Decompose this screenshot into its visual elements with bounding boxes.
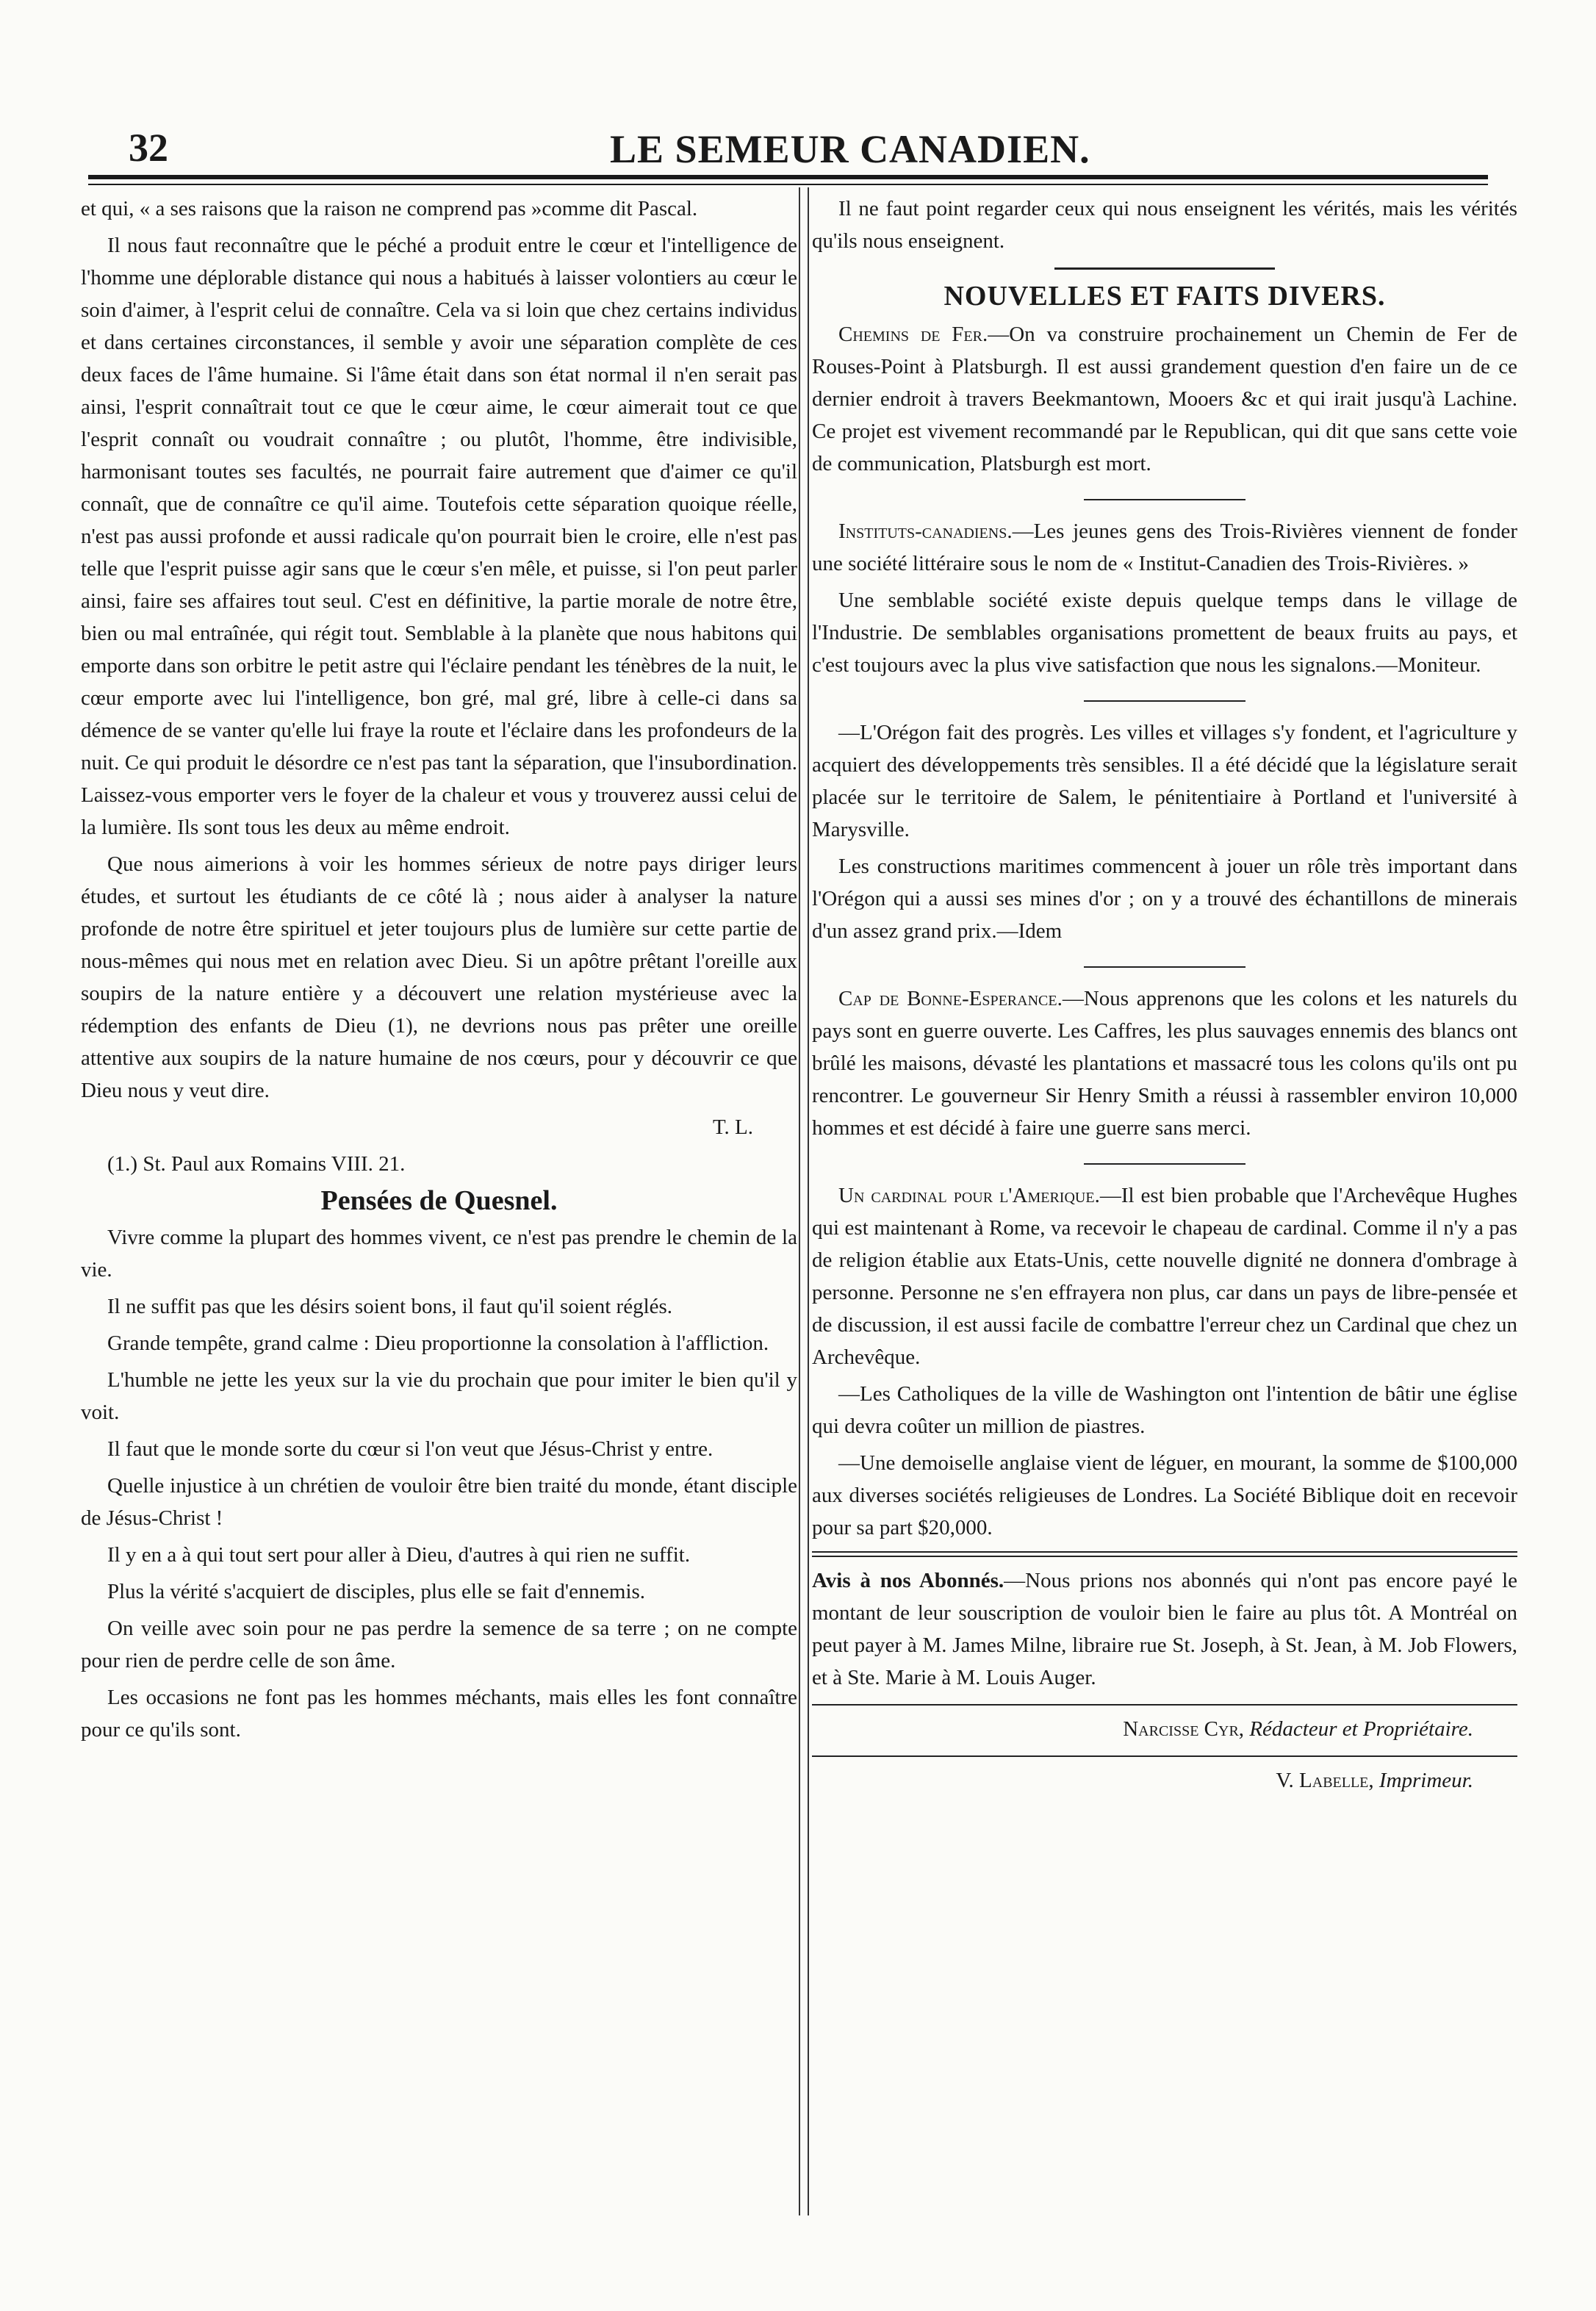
news-item-chemins (812, 318, 1517, 480)
left-intro: et qui, « a ses raisons que la raison ne comprend pas »comme dit Pascal. (81, 197, 698, 220)
section-rule (1054, 267, 1275, 270)
news-text: —Il est bien probable que l'Archevêque Hughes qui est maintenant à Rome, va recevoir le chapeau de cardinal. Comme il n'y a pas de religion établie aux Etats-Unis, cette nouvelle dignité ne donnera d'ombrage à personne. Personne ne s'en effrayera non plus, car dans un pays de libre-pensée et de discussion, il est aussi facile de combattre l'erreur chez un Cardinal que chez un Archevêque. (812, 1184, 1518, 1369)
page-number: 32 (129, 126, 168, 170)
news-item-instituts-2: Une semblable société existe depuis quelque temps dans le village de l'Industrie. De semblables organisations promettent de beaux fruits au pays, et c'est toujours avec la plus vive satisfaction que nous les signalons.—Moniteur. (812, 589, 1517, 677)
pensee-item: Grande tempête, grand calme : Dieu proportionne la consolation à l'affliction. (107, 1331, 769, 1355)
pensee-item: L'humble ne jette les yeux sur la vie du prochain que pour imiter le bien qu'il y voit. (81, 1368, 797, 1424)
news-label: Chemins de Fer. (838, 323, 988, 346)
news-item-oregon-2: Les constructions maritimes commencent à jouer un rôle très important dans l'Orégon qui a aussi ses mines d'or ; on y a trouvé des échantillons de minerais d'un assez grand prix.—Idem (812, 855, 1517, 943)
pensee-item: On veille avec soin pour ne pas perdre la semence de sa terre ; on ne compte pour rien de perdre celle de son âme. (81, 1617, 797, 1672)
pensee-item: Il ne suffit pas que les désirs soient bons, il faut qu'il soient réglés. (107, 1295, 673, 1318)
right-intro: Il ne faut point regarder ceux qui nous enseignent les vérités, mais les vérités qu'ils nous enseignent. (812, 197, 1517, 253)
pensee-item: Plus la vérité s'acquiert de disciples, plus elle se fait d'ennemis. (107, 1580, 646, 1603)
pensee-item: Il y en a à qui tout sert pour aller à Dieu, d'autres à qui rien ne suffit. (107, 1543, 691, 1567)
news-item-cap (812, 982, 1517, 1144)
masthead (0, 110, 1596, 176)
news-text: —Nous apprenons que les colons et les naturels du pays sont en guerre ouverte. Les Caffres, les plus sauvages ennemis des blancs ont brûlé les maisons, dévasté les plantations et massacré tous les colons qu'ils ont pu rencontrer. Le gouverneur Sir Henry Smith a réussi à rassembler environ 10,000 hommes et est décidé à faire une guerre sans merci. (812, 987, 1517, 1140)
right-column (812, 193, 1517, 1801)
item-rule-double (812, 1551, 1517, 1557)
news-item-demoiselle: —Une demoiselle anglaise vient de léguer, en mourant, la somme de $100,000 aux diverses sociétés religieuses de Londres. La Société Biblique doit en recevoir pour sa part $20,000. (812, 1451, 1517, 1539)
credit-redacteur (812, 1713, 1517, 1745)
item-rule (1084, 700, 1245, 702)
header-rule-thin (88, 184, 1488, 185)
news-text: —Les jeunes gens des Trois-Rivières viennent de fonder une société littéraire sous le nom de « Institut-Canadien des Trois-Rivières. » (812, 520, 1517, 575)
credits-rule (812, 1755, 1517, 1757)
notice-text: —Nous prions nos abonnés qui n'ont pas encore payé le montant de leur souscription de vouloir bien le faire au plus tôt. A Montréal on peut payer à M. James Milne, libraire rue St. Joseph, à St. Jean, à M. Job Flowers, et à Ste. Marie à M. Louis Auger. (812, 1569, 1517, 1689)
pensees-title: Pensées de Quesnel. (320, 1185, 558, 1216)
news-item-oregon: —L'Orégon fait des progrès. Les villes et villages s'y fondent, et l'agriculture y acquiert des développements très sensibles. Il a été décidé que la législature serait placée sur le territoire de Salem, le pénitentiaire à Portland et l'université à Marysville. (812, 721, 1517, 841)
notice-label: Avis à nos Abonnés. (812, 1569, 1004, 1592)
essay-signature: T. L. (712, 1115, 753, 1139)
item-rule (1084, 966, 1245, 968)
news-item-instituts (812, 515, 1517, 580)
credits-rule (812, 1704, 1517, 1706)
header-rule-thick (88, 175, 1488, 179)
item-rule (1084, 1163, 1245, 1165)
news-label: Instituts-canadiens. (838, 520, 1013, 543)
pensee-item: Vivre comme la plupart des hommes vivent, ce n'est pas prendre le chemin de la vie. (81, 1226, 797, 1282)
essay-paragraph-1: Il nous faut reconnaître que le péché a produit entre le cœur et l'intelligence de l'homme une déplorable distance qui nous a habitués à laisser volontiers au cœur le soin d'aimer, à l'esprit celui de connaître. Cela va si loin que chez certains individus et dans certaines circonstances, il semble y avoir une séparation complète de ces deux faces de l'âme humaine. Si l'âme était dans son état normal il n'en serait pas ainsi, l'esprit connaîtrait tout ce que le cœur aime, le cœur aimerait tout ce que l'esprit connaît ou voudrait connaître ; ou plutôt, l'homme, être indivisible, harmonisant toutes ses facultés, ne pourrait faire autrement que d'aimer ce qu'il connaît, que de connaître ce qu'il aime. Toutefois cette séparation quoique réelle, n'est pas aussi profonde et aussi radicale qu'on pourrait bien le croire, elle n'est pas telle que l'esprit puisse agir sans que le cœur s'en mêle, et puisse, si l'on peut parler ainsi, faire ses affaires tout seul. C'est en définitive, la partie morale de notre être, bien ou mal entraînée, qui régit tout. Semblable à la planète que nous habitons qui emporte dans son orbitre le petit astre qui l'éclaire pendant les ténèbres de la nuit, le cœur emporte avec lui l'intelligence, bon gré, mal gré, libre à celle-ci dans sa démence de se vanter qu'elle lui fraye la route et l'éclaire dans les profondeurs de la nuit. Ce qui produit le désordre ce n'est pas tant la séparation, que l'insubordination. Laissez-vous emporter vers le foyer de la chaleur et vous y trouverez aussi celui de la lumière. Ils sont tous les deux au même endroit. (81, 234, 797, 839)
news-item-washington: —Les Catholiques de la ville de Washington ont l'intention de bâtir une église qui devra coûter un million de piastres. (812, 1382, 1517, 1438)
news-text: —On va construire prochainement un Chemin de Fer de Rouses-Point à Platsburgh. Il est aussi grandement question d'en faire un de ce dernier endroit à travers Beekmantown, Mooers &c et qui irait jusqu'à Lachine. Ce projet est vivement recommandé par le Republican, qui dit que sans cette voie de communication, Platsburgh est mort. (812, 323, 1518, 475)
news-item-cardinal (812, 1179, 1517, 1373)
news-label: Un cardinal pour l'Amerique. (838, 1184, 1100, 1207)
credit-name: Narcisse Cyr, (1123, 1717, 1245, 1741)
newspaper-title: LE SEMEUR CANADIEN. (610, 127, 1090, 171)
credit-imprimeur (812, 1764, 1517, 1797)
item-rule (1084, 499, 1245, 500)
left-column (81, 193, 797, 1750)
credit-name: V. Labelle, (1276, 1769, 1374, 1792)
essay-paragraph-2: Que nous aimerions à voir les hommes sérieux de notre pays diriger leurs études, et surtout les étudiants de ce côté là ; nous aider à analyser la nature profonde de notre être spirituel et jeter toujours plus de lumière sur cette partie de nous-mêmes qui nous met en relation avec Dieu. Si un apôtre prêtant l'oreille aux soupirs de la nature entière y a découvert une relation mystérieuse avec la rédemption des enfants de Dieu (1), ne devrions nous pas prêter une oreille attentive aux soupirs de la nature humaine de nos cœurs, pour y découvrir ce que Dieu nous y veut dire. (81, 852, 797, 1102)
news-section-title: NOUVELLES ET FAITS DIVERS. (943, 281, 1386, 312)
essay-footnote: (1.) St. Paul aux Romains VIII. 21. (107, 1152, 406, 1176)
column-divider (799, 187, 809, 2215)
pensee-item: Les occasions ne font pas les hommes méchants, mais elles les font connaître pour ce qu'ils sont. (81, 1686, 797, 1742)
notice-abonnes (812, 1564, 1517, 1694)
pensee-item: Quelle injustice à un chrétien de vouloir être bien traité du monde, étant disciple de Jésus-Christ ! (81, 1474, 797, 1530)
news-label: Cap de Bonne-Esperance. (838, 987, 1063, 1010)
pensee-item: Il faut que le monde sorte du cœur si l'on veut que Jésus-Christ y entre. (107, 1437, 713, 1461)
credit-role: Imprimeur. (1378, 1769, 1473, 1792)
credit-role: Rédacteur et Propriétaire. (1249, 1717, 1473, 1741)
